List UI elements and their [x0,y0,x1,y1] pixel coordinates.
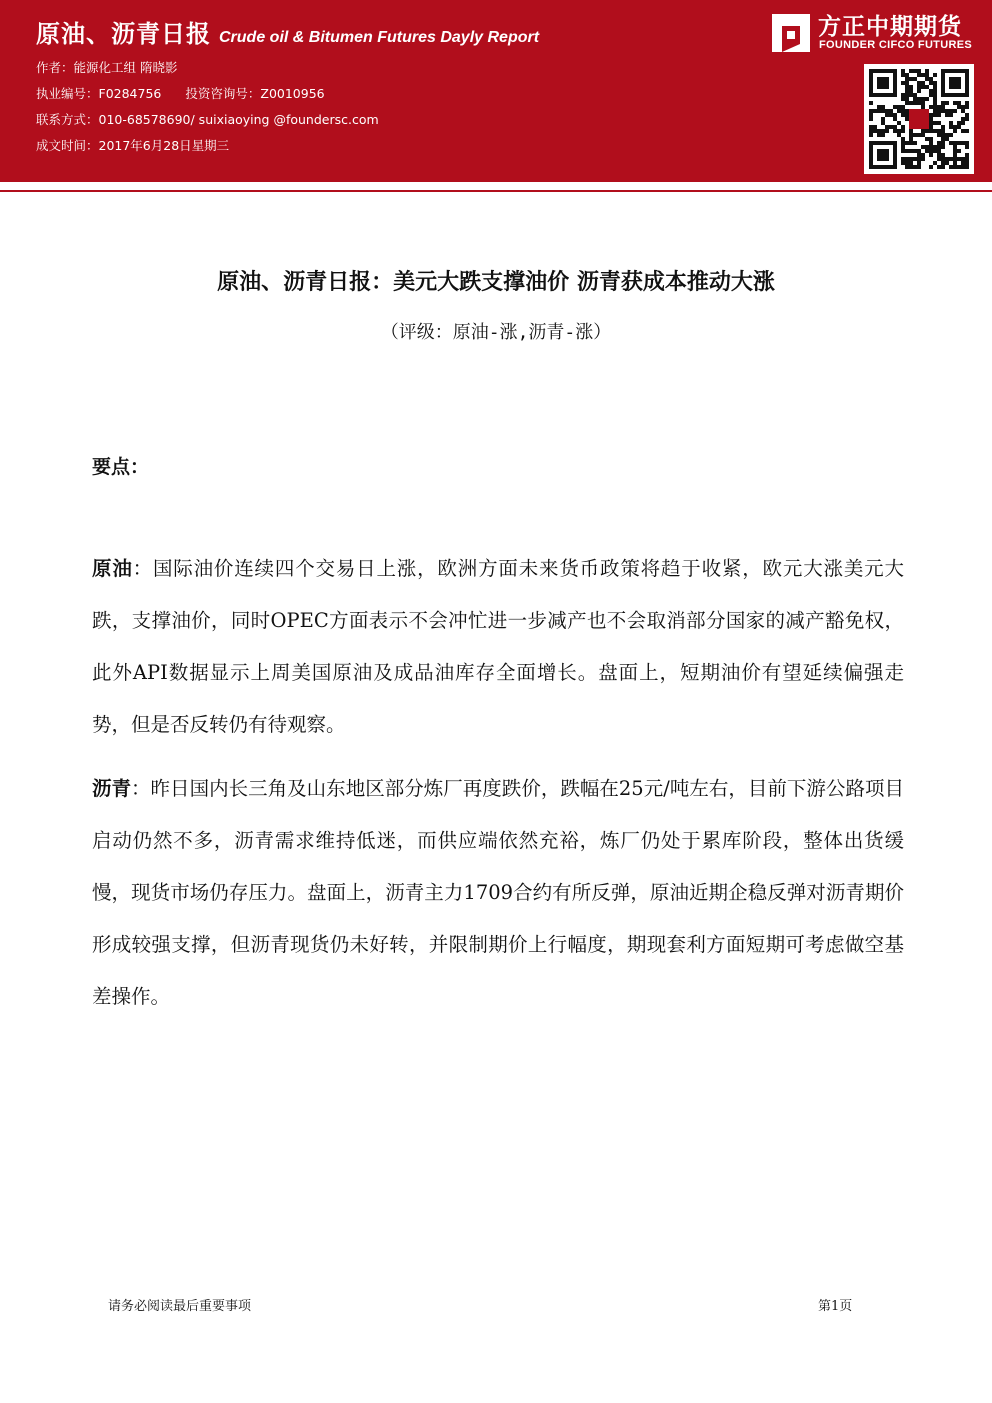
logo-text-cn: 方正中期期货 [818,14,962,40]
license-number: 执业编号：F0284756 [36,86,162,101]
crude-oil-body: ：国际油价连续四个交易日上涨，欧洲方面未来货币政策将趋于收紧，欧元大涨美元大跌，支撑油价，同时OPEC方面表示不会冲忙进一步减产也不会取消部分国家的减产豁免权，此外API数据显示上周美国原油及成品油库存全面增长。盘面上，短期油价有望延续偏强走势，但是否反转仍有待观察。 [92,557,904,736]
crude-oil-lead: 原油 [92,557,133,580]
bitumen-paragraph [92,763,904,1023]
qr-code [864,64,974,174]
bitumen-body: ：昨日国内长三角及山东地区部分炼厂再度跌价，跌幅在25元/吨左右，目前下游公路项目启动仍然不多，沥青需求维持低迷，而供应端依然充裕，炼厂仍处于累库阶段，整体出货缓慢，现货市场仍存压力。盘面上，沥青主力1709合约有所反弹，原油近期企稳反弹对沥青期价形成较强支撑，但沥青现货仍未好转，并限制期价上行幅度，期现套利方面短期可考虑做空基差操作。 [92,777,904,1008]
report-header [0,0,992,182]
qr-code-icon [869,69,969,169]
company-logo [770,8,985,56]
license-line [36,84,325,102]
page-number: 第1页 [818,1299,853,1314]
document-title: 原油、沥青日报：美元大跌支撑油价 沥青获成本推动大涨 [217,270,775,295]
crude-oil-paragraph [92,543,904,751]
contact-line: 联系方式：010-68578690/ suixiaoying @foundersc.com [36,112,379,127]
logo-text-en: FOUNDER CIFCO FUTURES [819,39,972,51]
document-rating: （评级：原油-涨,沥青-涨） [380,322,612,343]
consult-number: 投资咨询号：Z0010956 [185,86,325,101]
report-title-en: Crude oil & Bitumen Futures Dayly Report [219,29,540,46]
date-line: 成文时间：2017年6月28日星期三 [36,138,230,153]
key-points-label: 要点： [92,456,150,478]
header-divider [0,190,992,192]
bitumen-lead: 沥青 [92,777,132,800]
founder-logo-icon [770,12,812,54]
report-title-cn: 原油、沥青日报 [36,20,211,48]
footer-notice: 请务必阅读最后重要事项 [108,1299,252,1314]
author-line: 作者：能源化工组 隋晓影 [36,60,178,75]
report-title-banner [36,14,539,49]
